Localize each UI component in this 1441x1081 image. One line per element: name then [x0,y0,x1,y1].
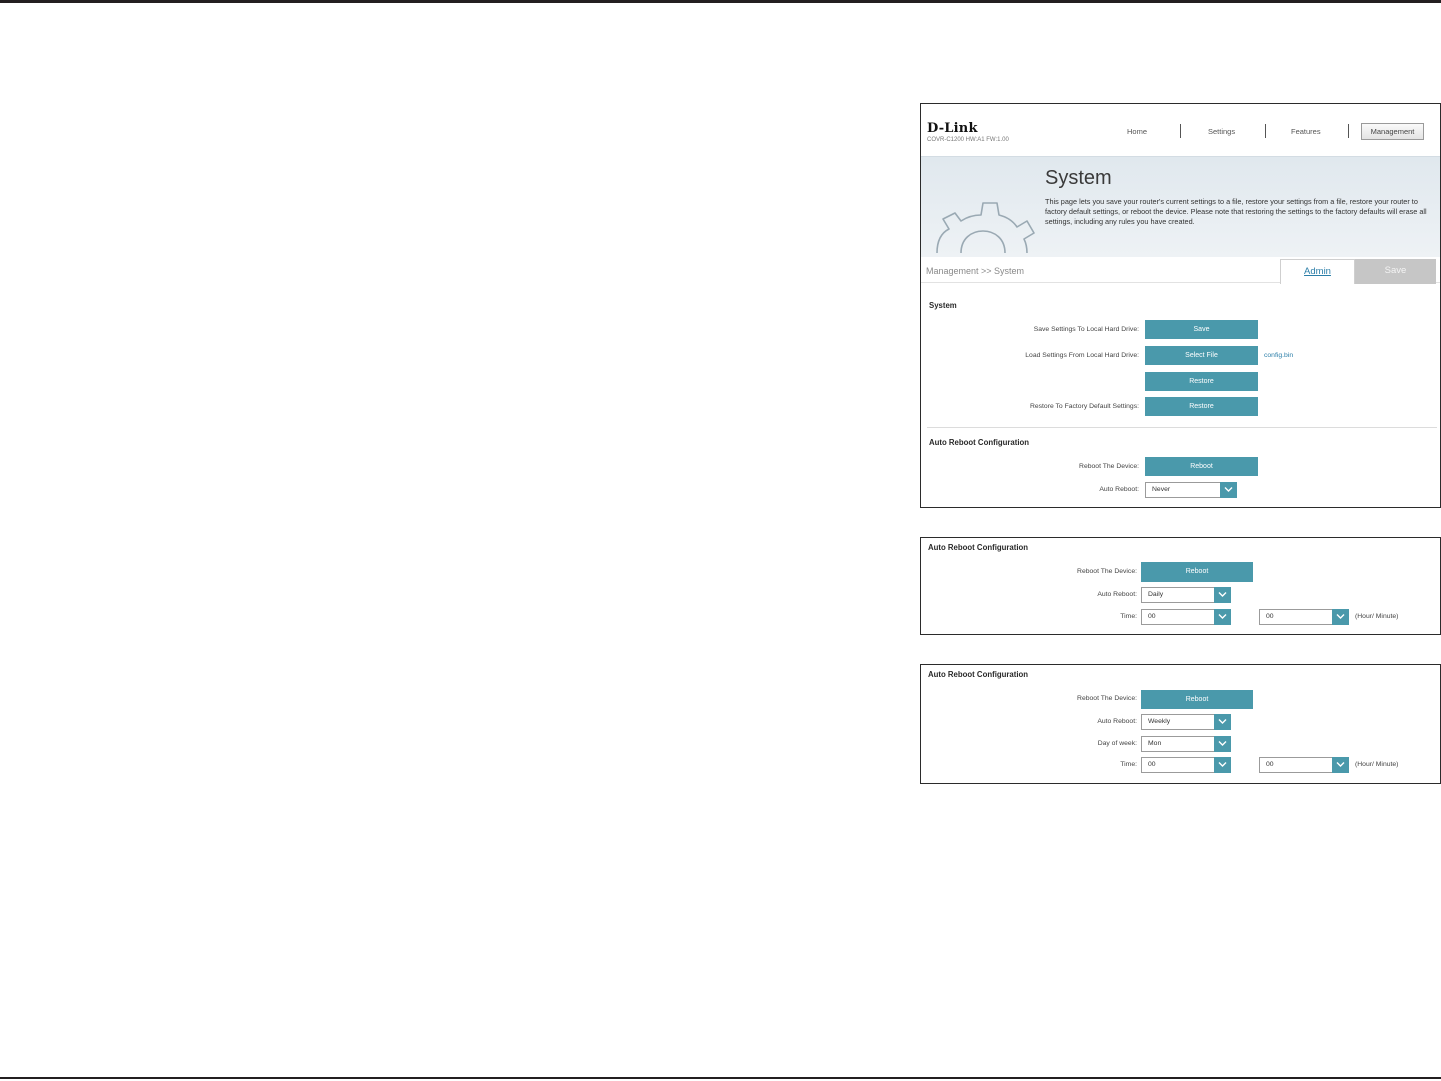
day-of-week-label: Day of week: [1097,740,1137,747]
minute-value: 00 [1266,761,1274,768]
chevron-down-icon [1220,482,1237,498]
model-info: COVR-C1200 HW:A1 FW:1.00 [927,137,1009,143]
auto-reboot-label: Auto Reboot: [1097,591,1137,598]
reboot-button[interactable]: Reboot [1141,562,1253,582]
reboot-device-label: Reboot The Device: [1077,695,1137,702]
page-title: System [1045,167,1112,189]
chevron-down-icon [1214,757,1231,773]
selected-file-name: config.bin [1264,352,1294,359]
hour-select[interactable] [1141,609,1231,625]
minute-select[interactable] [1259,609,1349,625]
gear-icon [931,193,1035,255]
auto-reboot-value: Never [1152,486,1171,493]
chevron-down-icon [1214,714,1231,730]
nav-divider [1180,124,1181,138]
time-unit-label: (Hour/ Minute) [1355,613,1399,620]
page-top-rule [0,0,1441,3]
reboot-button[interactable]: Reboot [1141,690,1253,709]
nav-features[interactable]: Features [1291,127,1321,136]
time-label: Time: [1120,761,1137,768]
nav-settings[interactable]: Settings [1208,127,1236,136]
save-tab-button[interactable]: Save [1355,259,1436,284]
auto-reboot-label: Auto Reboot: [1097,718,1137,725]
dlink-logo: D-Link [927,121,978,136]
hour-value: 00 [1148,761,1156,768]
time-label: Time: [1120,613,1137,620]
load-settings-label: Load Settings From Local Hard Drive: [1025,352,1139,359]
factory-restore-button[interactable]: Restore [1145,397,1258,416]
auto-reboot-label: Auto Reboot: [1099,486,1139,493]
breadcrumb-bar [921,257,1440,283]
breadcrumb: Management >> System [926,266,1025,276]
minute-select[interactable] [1259,757,1349,773]
auto-reboot-select[interactable] [1141,714,1231,730]
page-banner [921,156,1440,257]
time-unit-label: (Hour/ Minute) [1355,761,1399,768]
nav-management[interactable]: Management [1361,123,1424,140]
nav-divider [1348,124,1349,138]
minute-value: 00 [1266,613,1274,620]
reboot-button[interactable]: Reboot [1145,457,1258,476]
page-description: This page lets you save your router's current settings to a file, restore your settings from a file, restore your router to factory default settings, or reboot the device. Please note that restoring the settings to the factory defaults will erase all settings, including any rules you have created. [1045,197,1427,226]
hour-select[interactable] [1141,757,1231,773]
reboot-device-label: Reboot The Device: [1077,568,1137,575]
system-page-screenshot [920,103,1441,508]
auto-reboot-value: Weekly [1148,718,1171,725]
section-title-auto-reboot: Auto Reboot Configuration [929,438,1030,447]
save-settings-label: Save Settings To Local Hard Drive: [1033,326,1139,333]
day-of-week-select[interactable] [1141,736,1231,752]
section-title-system: System [929,301,957,310]
chevron-down-icon [1332,609,1349,625]
section-divider [927,427,1437,428]
section-title-auto-reboot: Auto Reboot Configuration [928,670,1029,679]
select-file-button[interactable]: Select File [1145,346,1258,365]
nav-home[interactable]: Home [1127,127,1148,136]
restore-file-button[interactable]: Restore [1145,372,1258,391]
tab-admin[interactable]: Admin [1280,259,1355,284]
auto-reboot-weekly-screenshot [920,664,1441,784]
chevron-down-icon [1214,609,1231,625]
auto-reboot-select[interactable] [1141,587,1231,603]
factory-default-label: Restore To Factory Default Settings: [1029,403,1139,410]
nav-divider [1265,124,1266,138]
reboot-device-label: Reboot The Device: [1079,463,1139,470]
chevron-down-icon [1214,736,1231,752]
chevron-down-icon [1214,587,1231,603]
page-bottom-rule [0,1077,1441,1079]
hour-value: 00 [1148,613,1156,620]
chevron-down-icon [1332,757,1349,773]
auto-reboot-value: Daily [1148,591,1164,598]
section-title-auto-reboot: Auto Reboot Configuration [928,543,1029,552]
save-settings-button[interactable]: Save [1145,320,1258,339]
auto-reboot-daily-screenshot [920,537,1441,635]
header [921,104,1440,156]
auto-reboot-select[interactable] [1145,482,1237,498]
day-of-week-value: Mon [1148,740,1162,747]
